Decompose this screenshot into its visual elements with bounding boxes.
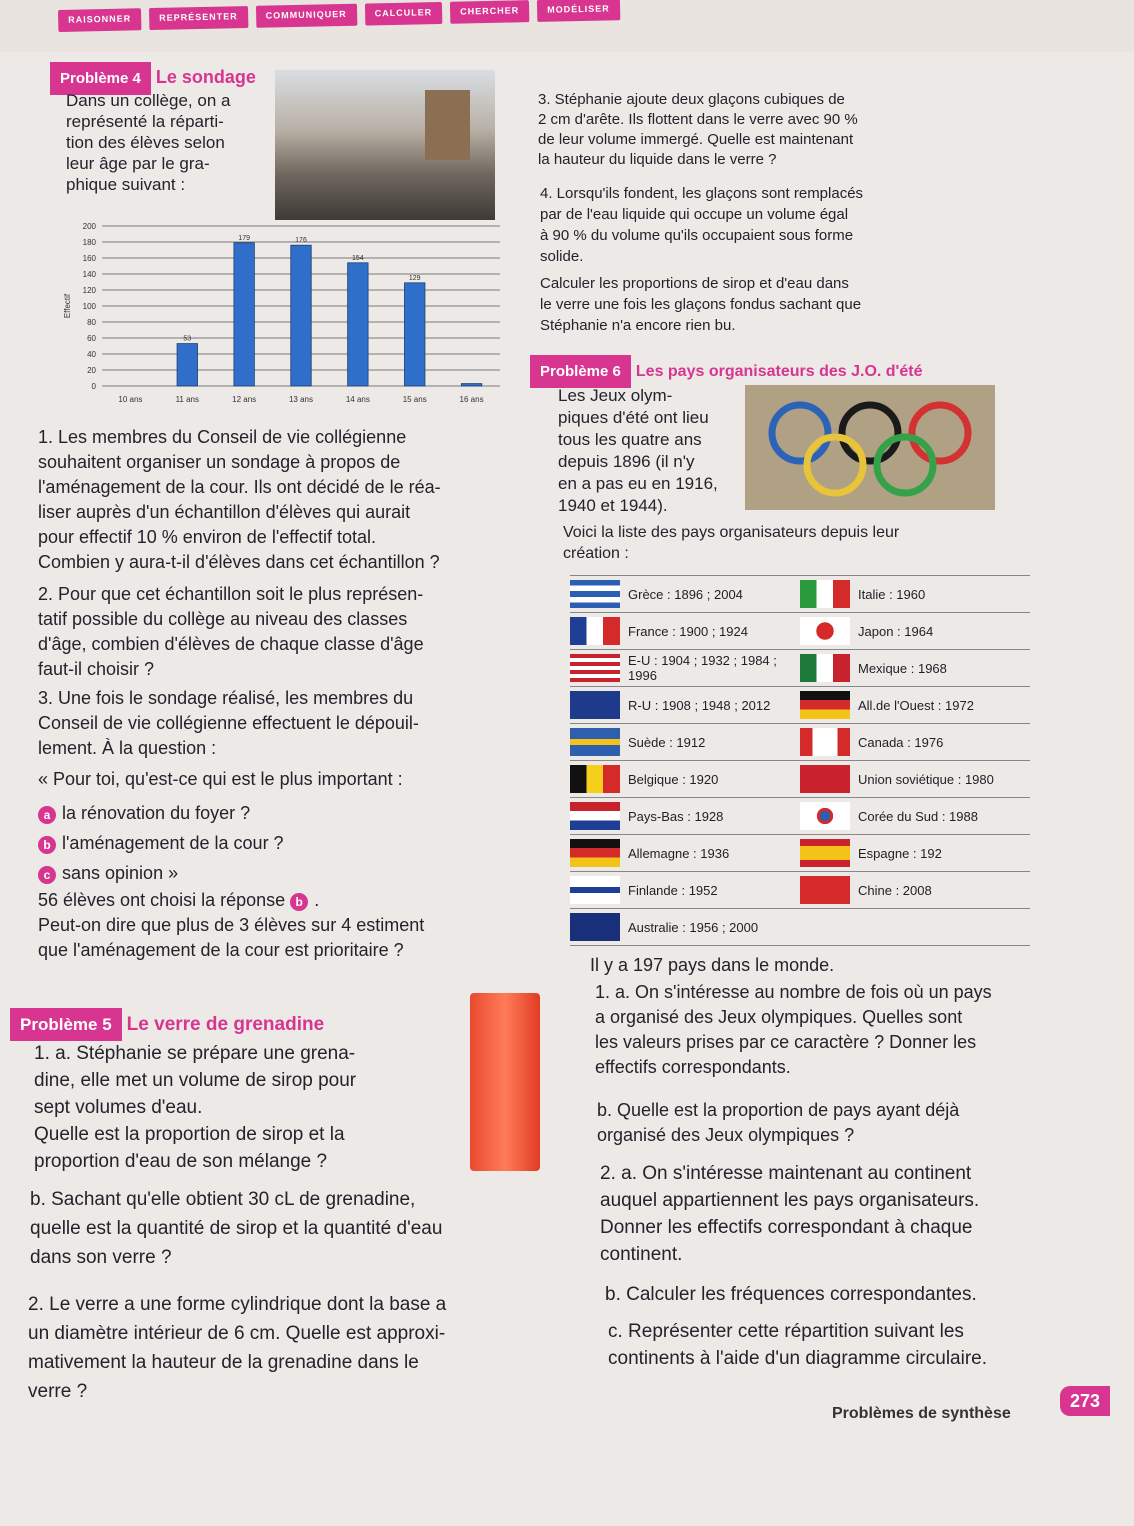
host-label: Grèce : 1896 ; 2004 xyxy=(628,586,743,602)
data-label: 154 xyxy=(352,254,364,262)
host-cell-left xyxy=(570,765,800,793)
host-label: Finlande : 1952 xyxy=(628,882,718,898)
data-label: 179 xyxy=(238,234,250,242)
building-shape xyxy=(425,90,470,160)
host-cell-left xyxy=(570,876,800,904)
problem5-header xyxy=(10,1008,430,1041)
data-label: 176 xyxy=(295,237,307,245)
host-cell-left xyxy=(570,913,800,941)
flag-icon xyxy=(800,617,850,645)
bar xyxy=(291,245,311,386)
problem4-choices: a la rénovation du foyer ? b l'aménagement de la cour ? c sans opinion » xyxy=(38,798,518,888)
problem6-count: Il y a 197 pays dans le monde. xyxy=(590,955,835,975)
x-tick-label: 14 ans xyxy=(345,395,370,404)
y-tick-label: 60 xyxy=(87,334,96,343)
flag-icon xyxy=(570,913,620,941)
problem4-title: Le sondage xyxy=(155,67,256,87)
bar xyxy=(348,263,368,386)
flag-icon xyxy=(570,876,620,904)
school-yard-photo xyxy=(275,70,495,220)
host-label: All.de l'Ouest : 1972 xyxy=(858,697,974,713)
flag-icon xyxy=(570,802,620,830)
host-cell-left xyxy=(570,839,800,867)
x-tick-label: 10 ans xyxy=(118,395,143,404)
host-row xyxy=(570,650,1030,687)
bar xyxy=(404,283,424,386)
problem5-q1b: b. Sachant qu'elle obtient 30 cL de grenadine, quelle est la quantité de sirop et la quantité d'eau dans son verre ? xyxy=(30,1189,443,1268)
problem6-q1a: 1. a. On s'intéresse au nombre de fois où un pays a organisé des Jeux olympiques. Quelles sont les valeurs prises par ce caractère ? Donner les effectifs correspondants. xyxy=(595,982,992,1077)
age-bar-chart xyxy=(60,218,510,418)
x-tick-label: 13 ans xyxy=(288,395,314,404)
problem4-q2: 2. Pour que cet échantillon soit le plus représen- tatif possible du collège au niveau des classes d'âge, combien d'élèves de chaque classe d'âge faut-il choisir ? xyxy=(38,584,424,679)
host-label: Corée du Sud : 1988 xyxy=(858,808,978,824)
y-axis-label: Effectif xyxy=(63,293,72,319)
y-tick-label: 160 xyxy=(82,254,96,263)
host-cell-left xyxy=(570,617,800,645)
flag-icon xyxy=(570,617,620,645)
host-label: Pays-Bas : 1928 xyxy=(628,808,724,824)
host-label: Espagne : 192 xyxy=(858,845,942,861)
data-label: 53 xyxy=(183,335,192,343)
host-row xyxy=(570,687,1030,724)
host-cell-right xyxy=(800,876,1030,904)
flag-icon xyxy=(800,802,850,830)
y-tick-label: 100 xyxy=(82,302,96,311)
host-cell-right xyxy=(800,802,1030,830)
skill-communiquer: COMMUNIQUER xyxy=(255,4,356,28)
flag-icon xyxy=(800,691,850,719)
olympic-rings-icon xyxy=(745,385,995,510)
flag-icon xyxy=(800,728,850,756)
host-cell-left xyxy=(570,728,800,756)
bar xyxy=(177,344,197,386)
problem6-q1b: b. Quelle est la proportion de pays ayant déjà organisé des Jeux olympiques ? xyxy=(597,1100,960,1145)
problem5-q2: 2. Le verre a une forme cylindrique dont la base a un diamètre intérieur de 6 cm. Quelle est approxi- mativement la hauteur de la grenadine dans le verre ? xyxy=(28,1294,447,1402)
host-cell-left xyxy=(570,580,800,608)
problem6-q2b: b. Calculer les fréquences correspondantes. xyxy=(605,1284,977,1305)
skill-representer: REPRÉSENTER xyxy=(149,6,248,30)
chart-svg xyxy=(60,218,510,418)
skill-chercher: CHERCHER xyxy=(450,0,529,24)
host-row xyxy=(570,835,1030,872)
flag-icon xyxy=(800,839,850,867)
problem4-q1: 1. Les membres du Conseil de vie collégienne souhaitent organiser un sondage à propos de l'aménagement de la cour. Ils ont décidé de le réa- liser auprès d'un échantillon d'élèves qui aurait pour effectif 10 % environ de l'effectif total. Combien y aura-t-il d'élèves dans cet échantillon ? xyxy=(38,427,441,572)
problem6-intro: Les Jeux olym- piques d'été ont lieu tous les quatre ans depuis 1896 (il n'y en a pas eu en 1916, 1940 et 1944). xyxy=(558,386,718,515)
flag-icon xyxy=(570,654,620,682)
x-tick-label: 15 ans xyxy=(402,395,427,404)
host-label: Australie : 1956 ; 2000 xyxy=(628,919,759,935)
y-tick-label: 0 xyxy=(91,382,96,391)
host-cell-right xyxy=(800,580,1030,608)
problem4-q3: 3. Une fois le sondage réalisé, les membres du Conseil de vie collégienne effectuent le dépouil- lement. À la question : « Pour toi, qu'est-ce qui est le plus important : xyxy=(38,688,419,789)
host-label: Allemagne : 1936 xyxy=(628,845,730,861)
host-cell-right xyxy=(800,839,1030,867)
problem6-title: Les pays organisateurs des J.O. d'été xyxy=(635,363,923,380)
host-cell-right xyxy=(800,728,1030,756)
host-row xyxy=(570,613,1030,650)
flag-icon xyxy=(570,691,620,719)
host-row xyxy=(570,724,1030,761)
grenadine-glass-photo xyxy=(470,993,540,1171)
flag-icon xyxy=(570,765,620,793)
problem5-title: Le verre de grenadine xyxy=(126,1014,325,1035)
host-cell-left xyxy=(570,653,800,683)
host-row xyxy=(570,798,1030,835)
right-q3: 3. Stéphanie ajoute deux glaçons cubiques de 2 cm d'arête. Ils flottent dans le verre avec 90 % de leur volume immergé. Quelle est maintenant la hauteur du liquide dans le verre ? xyxy=(538,91,858,168)
host-row xyxy=(570,909,1030,946)
host-label: Mexique : 1968 xyxy=(858,660,947,676)
problem6-q2a: 2. a. On s'intéresse maintenant au continent auquel appartiennent les pays organisateurs. Donner les effectifs correspondant à chaque continent. xyxy=(600,1163,980,1265)
y-tick-label: 80 xyxy=(87,318,96,327)
host-label: E-U : 1904 ; 1932 ; 1984 ; 1996 xyxy=(628,653,777,683)
skill-calculer: CALCULER xyxy=(364,2,442,26)
y-tick-label: 180 xyxy=(82,238,96,247)
problem4-q3-end: 56 élèves ont choisi la réponse b . Peut-on dire que plus de 3 élèves sur 4 estiment que l'aménagement de la cour est prioritaire ? xyxy=(38,890,425,960)
x-tick-label: 12 ans xyxy=(232,395,257,404)
host-row xyxy=(570,872,1030,909)
host-label: Union soviétique : 1980 xyxy=(858,771,994,787)
flag-icon xyxy=(570,728,620,756)
y-tick-label: 140 xyxy=(82,270,96,279)
host-label: R-U : 1908 ; 1948 ; 2012 xyxy=(628,697,771,713)
y-tick-label: 20 xyxy=(87,366,96,375)
olympic-rings-photo xyxy=(745,385,995,510)
host-row xyxy=(570,761,1030,798)
host-label: Japon : 1964 xyxy=(858,623,934,639)
host-label: Chine : 2008 xyxy=(858,882,932,898)
problem4-intro: Dans un collège, on a représenté la réparti- tion des élèves selon leur âge par le gra- phique suivant : xyxy=(66,91,231,194)
problem6-q2c: c. Représenter cette répartition suivant les continents à l'aide d'un diagramme circulaire. xyxy=(608,1321,988,1369)
problem6-list-intro: Voici la liste des pays organisateurs depuis leur création : xyxy=(563,524,900,562)
right-q4: 4. Lorsqu'ils fondent, les glaçons sont remplacés par de l'eau liquide qui occupe un volume égal à 90 % du volume qu'ils occupaient sous forme solide. Calculer les proportions de sirop et d'eau dans le verre une fois les glaçons fondus sachant que Stéphanie n'a encore rien bu. xyxy=(540,185,864,334)
data-label: 129 xyxy=(408,274,421,282)
host-label: Belgique : 1920 xyxy=(628,771,719,787)
host-cell-right xyxy=(800,691,1030,719)
problem5-tag: Problème 5 xyxy=(10,1008,122,1041)
host-row xyxy=(570,576,1030,613)
host-label: Suède : 1912 xyxy=(628,734,706,750)
bar xyxy=(461,384,481,386)
problem6-header xyxy=(530,355,980,388)
flag-icon xyxy=(800,580,850,608)
footer-label: Problèmes de synthèse xyxy=(832,1405,1011,1422)
host-label: France : 1900 ; 1924 xyxy=(628,623,748,639)
y-tick-label: 200 xyxy=(82,222,96,231)
bar xyxy=(234,243,254,386)
x-tick-label: 11 ans xyxy=(175,395,200,404)
host-label: Canada : 1976 xyxy=(858,734,944,750)
host-cell-right xyxy=(800,617,1030,645)
flag-icon xyxy=(570,580,620,608)
problem4-tag: Problème 4 xyxy=(50,62,151,95)
page-number: 273 xyxy=(1060,1386,1110,1416)
problem6-tag: Problème 6 xyxy=(530,355,631,388)
host-cell-left xyxy=(570,802,800,830)
x-tick-label: 16 ans xyxy=(459,395,484,404)
flag-icon xyxy=(800,876,850,904)
host-cell-right xyxy=(800,654,1030,682)
host-label: Italie : 1960 xyxy=(858,586,926,602)
skill-modeliser: MODÉLISER xyxy=(537,0,620,22)
host-countries-table xyxy=(570,575,1030,946)
flag-icon xyxy=(800,765,850,793)
problem5-q1a: 1. a. Stéphanie se prépare une grena- dine, elle met un volume de sirop pour sept volumes d'eau. Quelle est la proportion de sirop et la proportion d'eau de son mélange ? xyxy=(34,1043,357,1172)
host-cell-right xyxy=(800,765,1030,793)
y-tick-label: 120 xyxy=(82,286,96,295)
skill-raisonner: RAISONNER xyxy=(58,8,141,32)
host-cell-left xyxy=(570,691,800,719)
y-tick-label: 40 xyxy=(87,350,96,359)
flag-icon xyxy=(800,654,850,682)
flag-icon xyxy=(570,839,620,867)
